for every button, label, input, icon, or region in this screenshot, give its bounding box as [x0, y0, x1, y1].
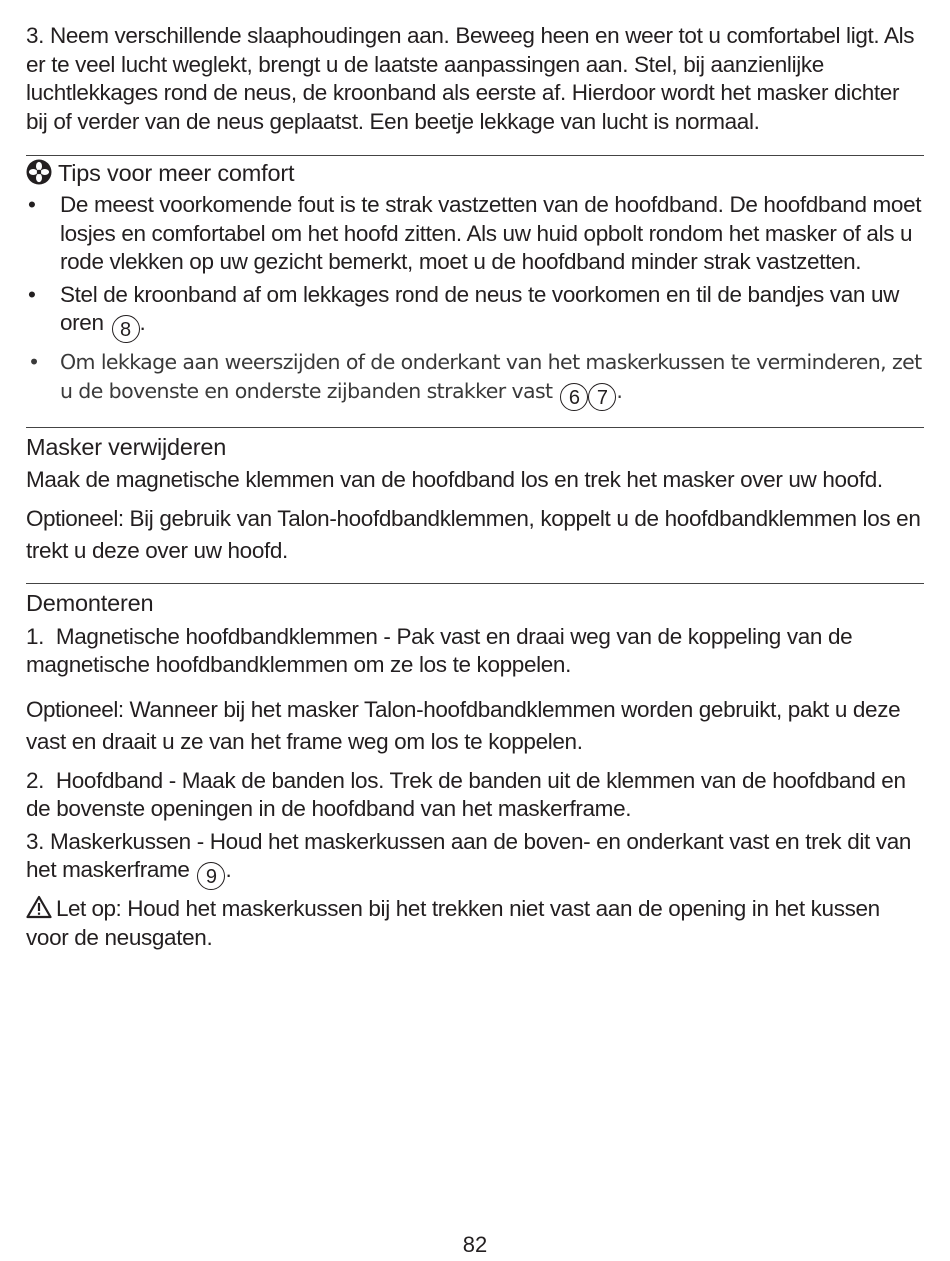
step-3-text: 3. Maskerkussen - Houd het maskerkussen aan de boven- en onderkant vast en trek dit van het maskerframe — [26, 828, 912, 882]
bullet-marker: • — [28, 350, 40, 374]
section-divider — [26, 583, 924, 584]
caution-text: Houd het maskerkussen bij het trekken niet vast aan de opening in het kussen voor de neusgaten. — [26, 896, 880, 950]
page-number: 82 — [462, 1232, 488, 1257]
tips-heading-text: Tips voor meer comfort — [58, 160, 295, 186]
disassemble-step-1: 1. Magnetische hoofdbandklemmen - Pak vast en draai weg van de koppeling van de magnetische hoofdbandklemmen om ze los te koppelen. — [26, 623, 853, 677]
tip-text: Om lekkage aan weerszijden of de onderkant van het maskerkussen te verminderen, zet u de bovenste en onderste zijbanden strakker vast — [60, 350, 922, 403]
figure-ref-badge: 7 — [588, 383, 616, 411]
disassemble-step-3 — [26, 828, 924, 891]
optional-label: Optioneel: — [26, 696, 124, 722]
remove-heading: Masker verwijderen — [26, 433, 227, 460]
bullet-marker: • — [28, 192, 36, 217]
comfort-tip-icon — [26, 159, 52, 185]
sentence-end: . — [225, 857, 232, 882]
sentence-end: . — [139, 310, 146, 335]
figure-ref-badge: 8 — [112, 315, 140, 343]
tips-heading — [26, 158, 924, 188]
tips-list — [26, 191, 924, 411]
tip-text: De meest voorkomende fout is te strak vastzetten van de hoofdband. De hoofdband moet losjes en comfortabel om het hoofd zitten. Als uw huid opbolt rondom het masker of als u rode vlekken op uw gezicht bemerkt, moet u de hoofdband minder strak vastzetten. — [60, 192, 922, 274]
section-divider — [26, 155, 924, 156]
figure-ref-badge: 9 — [197, 862, 225, 890]
list-item — [26, 191, 924, 277]
remove-paragraph: Maak de magnetische klemmen van de hoofdband los en trek het masker over uw hoofd. — [26, 466, 883, 492]
caution-label: Let op: — [56, 896, 122, 921]
warning-triangle-icon — [26, 895, 52, 919]
list-item — [26, 348, 924, 411]
disassemble-heading: Demonteren — [26, 589, 154, 616]
section-divider — [26, 427, 924, 428]
tip-text: Stel de kroonband af om lekkages rond de neus te voorkomen en til de bandjes van uw oren — [60, 281, 900, 335]
figure-ref-badge: 6 — [560, 383, 588, 411]
remove-optional-paragraph — [26, 503, 924, 567]
optional-label: Optioneel: — [26, 505, 124, 531]
disassemble-optional-paragraph — [26, 694, 924, 758]
list-item — [26, 281, 924, 344]
caution-paragraph — [26, 895, 924, 952]
disassemble-step-2: 2. Hoofdband - Maak de banden los. Trek de banden uit de klemmen van de hoofdband en de bovenste openingen in de hoofdband van het maskerframe. — [26, 767, 906, 821]
optional-text: Bij gebruik van Talon-hoofdbandklemmen, koppelt u de hoofdbandklemmen los en trekt u deze over uw hoofd. — [26, 505, 921, 563]
optional-text: Wanneer bij het masker Talon-hoofdbandklemmen worden gebruikt, pakt u deze vast en draait u ze van het frame weg om los te koppelen. — [26, 696, 901, 754]
bullet-marker: • — [28, 281, 36, 307]
manual-page — [26, 22, 924, 952]
intro-paragraph: 3. Neem verschillende slaaphoudingen aan. Beweeg heen en weer tot u comfortabel ligt. Als er te veel lucht weglekt, brengt u de laatste aanpassingen aan. Stel, bij aanzienlijke luchtlekkages rond de neus, de kroonband als eerste af. Hierdoor wordt het masker dichter bij of verder van de neus geplaatst. Een beetje lekkage van lucht is normaal. — [26, 23, 915, 134]
sentence-end: . — [616, 378, 623, 403]
